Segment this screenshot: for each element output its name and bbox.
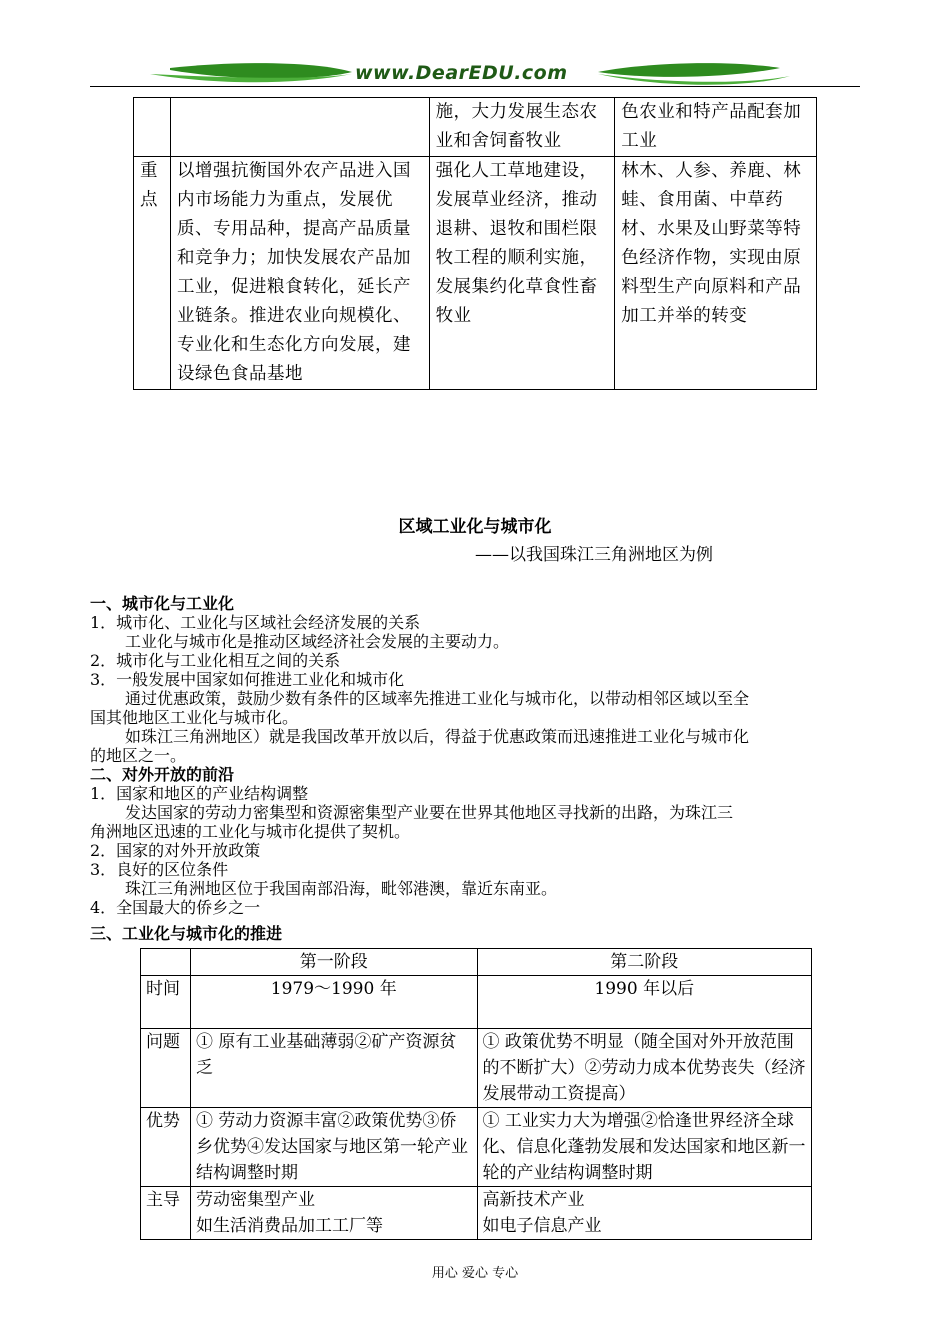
table-cell: 1979～1990 年 xyxy=(190,976,477,1029)
page-subtitle: ——以我国珠江三角洲地区为例 xyxy=(475,545,713,565)
header-rule xyxy=(90,86,860,87)
table-cell: 主导 xyxy=(141,1187,191,1240)
paragraph: 发达国家的劳动力密集型和资源密集型产业要在世界其他地区寻找新的出路，为珠江三 xyxy=(125,803,734,822)
industrialization-table xyxy=(140,948,812,1240)
table-row xyxy=(141,1187,812,1240)
subheading: 3．良好的区位条件 xyxy=(90,860,229,879)
paragraph: 通过优惠政策，鼓励少数有条件的区域率先推进工业化与城市化，以带动相邻区域以至全 xyxy=(125,689,750,708)
table-row xyxy=(134,98,817,157)
table-cell: 色农业和特产品配套加工业 xyxy=(615,98,817,157)
table-cell: ① 政策优势不明显（随全国对外开放范围的不断扩大）②劳动力成本优势丧失（经济发展带动工资提高） xyxy=(477,1029,811,1108)
table-cell: 林木、人参、养鹿、林蛙、食用菌、中草药材、水果及山野菜等特色经济作物，实现由原料型生产向原料和产品加工并举的转变 xyxy=(615,157,817,390)
subheading: 1．国家和地区的产业结构调整 xyxy=(90,784,309,803)
paragraph: 国其他地区工业化与城市化。 xyxy=(90,708,299,727)
table-cell: 高新技术产业 如电子信息产业 xyxy=(477,1187,811,1240)
section-heading-3: 三、工业化与城市化的推进 xyxy=(90,924,283,943)
subheading: 4．全国最大的侨乡之一 xyxy=(90,898,261,917)
table-cell: ① 原有工业基础薄弱②矿产资源贫乏 xyxy=(190,1029,477,1108)
table-cell xyxy=(170,98,429,157)
table-cell: 施，大力发展生态农业和舍饲畜牧业 xyxy=(429,98,615,157)
paragraph: 角洲地区迅速的工业化与城市化提供了契机。 xyxy=(90,822,411,841)
table-cell: 问题 xyxy=(141,1029,191,1108)
table-header-cell: 第二阶段 xyxy=(477,949,811,976)
table-row xyxy=(141,1108,812,1187)
table-cell xyxy=(134,98,171,157)
paragraph: 工业化与城市化是推动区域经济社会发展的主要动力。 xyxy=(125,632,510,651)
section-heading-2: 二、对外开放的前沿 xyxy=(90,765,235,784)
subheading: 1．城市化、工业化与区域社会经济发展的关系 xyxy=(90,613,421,632)
site-logo-text: www.DearEDU.com xyxy=(355,62,568,84)
table-cell: 时间 xyxy=(141,976,191,1029)
page-footer: 用心 爱心 专心 xyxy=(431,1266,519,1281)
section-heading-1: 一、城市化与工业化 xyxy=(90,594,235,613)
subheading: 2．国家的对外开放政策 xyxy=(90,841,261,860)
table-header-cell: 第一阶段 xyxy=(190,949,477,976)
agriculture-table xyxy=(133,97,817,390)
table-row xyxy=(134,157,817,390)
table-row xyxy=(141,1029,812,1108)
page-title: 区域工业化与城市化 xyxy=(398,517,552,537)
table-header-row xyxy=(141,949,812,976)
paragraph: 珠江三角洲地区位于我国南部沿海，毗邻港澳，靠近东南亚。 xyxy=(125,879,558,898)
paragraph: 的地区之一。 xyxy=(90,746,187,765)
table-cell: ① 工业实力大为增强②恰逢世界经济全球化、信息化蓬勃发展和发达国家和地区新一轮的产业结构调整时期 xyxy=(477,1108,811,1187)
table-header-cell xyxy=(141,949,191,976)
paragraph: 如珠江三角洲地区）就是我国改革开放以后，得益于优惠政策而迅速推进工业化与城市化 xyxy=(125,727,750,746)
table-row xyxy=(141,976,812,1029)
table-cell: 优势 xyxy=(141,1108,191,1187)
subheading: 2．城市化与工业化相互之间的关系 xyxy=(90,651,341,670)
subheading: 3．一般发展中国家如何推进工业化和城市化 xyxy=(90,670,405,689)
table-cell: 强化人工草地建设，发展草业经济，推动退耕、退牧和围栏限牧工程的顺利实施，发展集约化草食性畜牧业 xyxy=(429,157,615,390)
table-cell: ① 劳动力资源丰富②政策优势③侨乡优势④发达国家与地区第一轮产业结构调整时期 xyxy=(190,1108,477,1187)
table-cell: 以增强抗衡国外农产品进入国内市场能力为重点，发展优质、专用品种，提高产品质量和竞争力；加快发展农产品加工业，促进粮食转化，延长产业链条。推进农业向规模化、专业化和生态化方向发展，建设绿色食品基地 xyxy=(170,157,429,390)
table-cell: 劳动密集型产业 如生活消费品加工工厂等 xyxy=(190,1187,477,1240)
table-cell: 重点 xyxy=(134,157,171,390)
table-cell: 1990 年以后 xyxy=(477,976,811,1029)
